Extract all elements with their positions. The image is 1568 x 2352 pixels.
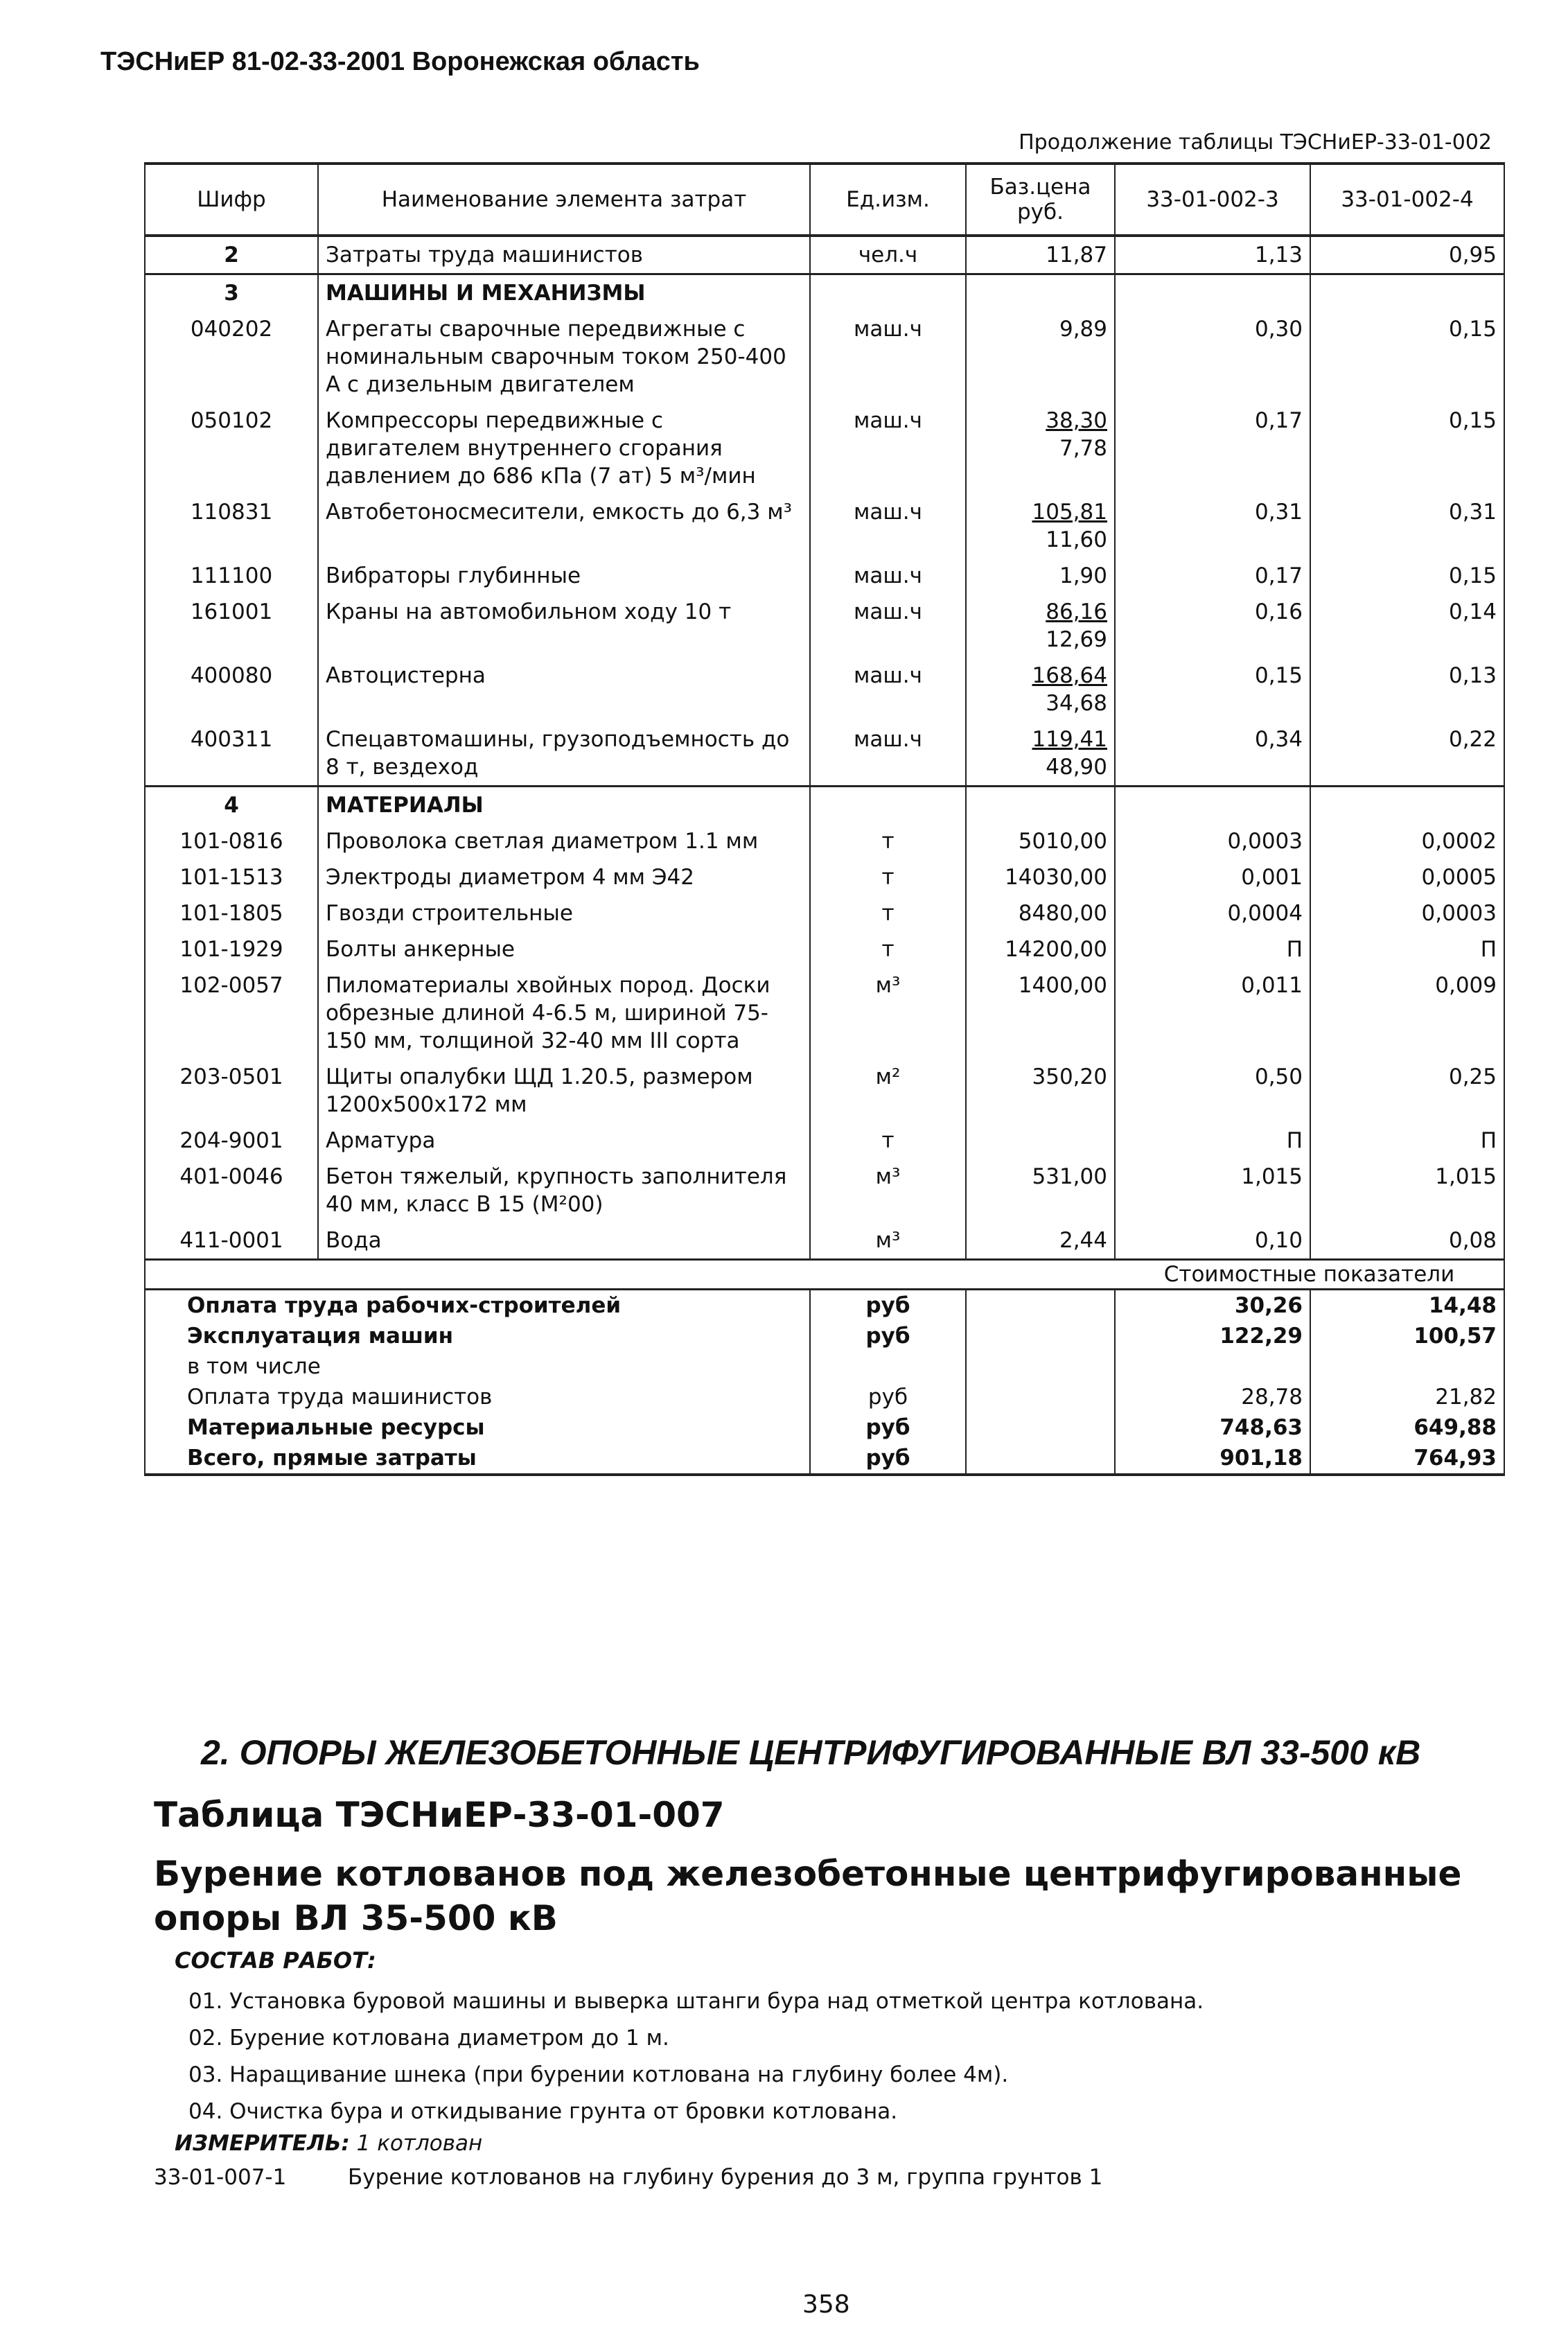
cell-v2: 0,95: [1310, 236, 1504, 274]
col-header-unit: Ед.изм.: [810, 164, 966, 236]
cell-unit: м³: [810, 1222, 966, 1260]
price-main: 1,90: [1059, 563, 1107, 588]
work-item: 01. Установка буровой машины и выверка штанги бура над отметкой центра котлована.: [188, 1989, 1204, 2014]
cell-code: 204-9001: [145, 1123, 318, 1159]
cell-name: Спецавтомашины, грузоподъемность до 8 т, вездеход: [318, 721, 810, 787]
cell-price: [966, 494, 1115, 558]
summary-v2: [1310, 1351, 1504, 1382]
summary-unit: руб: [810, 1443, 966, 1475]
summary-row: [145, 1382, 1504, 1412]
cell-unit: маш.ч: [810, 494, 966, 558]
cell-v2: П: [1310, 931, 1504, 967]
table-row: [145, 859, 1504, 895]
table-row: [145, 1159, 1504, 1222]
table-row: [145, 658, 1504, 721]
work-item: 04. Очистка бура и откидывание грунта от бровки котлована.: [188, 2099, 898, 2124]
cell-price: 11,87: [966, 236, 1115, 274]
cell-price: [966, 403, 1115, 494]
summary-v1: 30,26: [1115, 1290, 1310, 1322]
cell-code: 110831: [145, 494, 318, 558]
summary-label: Материальные ресурсы: [145, 1412, 810, 1443]
group-row-materials: [145, 787, 1504, 824]
table-row: [145, 721, 1504, 787]
cell-group-code: 3: [145, 274, 318, 312]
table-header-row: [145, 164, 1504, 236]
summary-label: Всего, прямые затраты: [145, 1443, 810, 1475]
cell-code: 2: [145, 236, 318, 274]
cell-unit: маш.ч: [810, 658, 966, 721]
cell-v1: 0,001: [1115, 859, 1310, 895]
cell-unit: маш.ч: [810, 558, 966, 594]
table-title: Таблица ТЭСНиЕР-33-01-007: [154, 1795, 725, 1835]
cell-code: 401-0046: [145, 1159, 318, 1222]
summary-label: Эксплуатация машин: [145, 1321, 810, 1351]
cell-unit: маш.ч: [810, 721, 966, 787]
table-row: [145, 931, 1504, 967]
table-row: [145, 494, 1504, 558]
cell-v2: 0,22: [1310, 721, 1504, 787]
cell-unit: маш.ч: [810, 311, 966, 403]
col-header-code: Шифр: [145, 164, 318, 236]
summary-label: Оплата труда рабочих-строителей: [145, 1290, 810, 1322]
group-row-machines: [145, 274, 1504, 312]
cell-code: 203-0501: [145, 1059, 318, 1123]
summary-v2: 100,57: [1310, 1321, 1504, 1351]
cell-price: 350,20: [966, 1059, 1115, 1123]
cell-name: Затраты труда машинистов: [318, 236, 810, 274]
table-row: [145, 1123, 1504, 1159]
price-main: 168,64: [1032, 663, 1107, 688]
cell-v1: 0,15: [1115, 658, 1310, 721]
cell-v1: 0,16: [1115, 594, 1310, 658]
cell-price: [966, 721, 1115, 787]
document-header: ТЭСНиЕР 81-02-33-2001 Воронежская область: [100, 47, 700, 76]
summary-unit: [810, 1351, 966, 1382]
table-continuation-caption: Продолжение таблицы ТЭСНиЕР-33-01-002: [1019, 130, 1492, 155]
cell-price: [966, 311, 1115, 403]
cell-code: 050102: [145, 403, 318, 494]
cell-v2: 0,14: [1310, 594, 1504, 658]
col-header-name: Наименование элемента затрат: [318, 164, 810, 236]
cell-v2: 1,015: [1310, 1159, 1504, 1222]
cell-v2: 0,009: [1310, 967, 1504, 1059]
summary-v1: 748,63: [1115, 1412, 1310, 1443]
cell-v1: 0,17: [1115, 558, 1310, 594]
cell-v1: 0,31: [1115, 494, 1310, 558]
summary-v2: 21,82: [1310, 1382, 1504, 1412]
cell-unit: м³: [810, 967, 966, 1059]
summary-unit: руб: [810, 1412, 966, 1443]
cell-group-title: МАТЕРИАЛЫ: [318, 787, 810, 824]
cell-v1: 1,015: [1115, 1159, 1310, 1222]
summary-v2: 764,93: [1310, 1443, 1504, 1475]
cell-v1: 0,17: [1115, 403, 1310, 494]
labor-row: [145, 236, 1504, 274]
cell-unit: т: [810, 823, 966, 859]
table-row: [145, 895, 1504, 931]
cell-price: 531,00: [966, 1159, 1115, 1222]
summary-unit: руб: [810, 1290, 966, 1322]
work-composition-label: СОСТАВ РАБОТ:: [175, 1947, 376, 1974]
norm-text: Бурение котлованов на глубину бурения до 3 м, группа грунтов 1: [348, 2165, 1103, 2190]
cell-unit: т: [810, 931, 966, 967]
cell-code: 101-0816: [145, 823, 318, 859]
cell-name: Гвозди строительные: [318, 895, 810, 931]
price-main: 119,41: [1032, 727, 1107, 752]
summary-v1: 122,29: [1115, 1321, 1310, 1351]
cell-v2: 0,13: [1310, 658, 1504, 721]
price-main: 38,30: [1046, 408, 1107, 433]
norm-code-line: [154, 2165, 1102, 2190]
summary-row: [145, 1321, 1504, 1351]
cell-name: Краны на автомобильном ходу 10 т: [318, 594, 810, 658]
summary-label: в том числе: [145, 1351, 810, 1382]
cell-name: Автоцистерна: [318, 658, 810, 721]
table-row: [145, 558, 1504, 594]
cell-v1: 0,50: [1115, 1059, 1310, 1123]
cell-v1: П: [1115, 931, 1310, 967]
cell-code: 161001: [145, 594, 318, 658]
cell-code: 101-1805: [145, 895, 318, 931]
cell-name: Арматура: [318, 1123, 810, 1159]
cell-name: Компрессоры передвижные с двигателем внутреннего сгорания давлением до 686 кПа (7 ат) 5 м³/мин: [318, 403, 810, 494]
cell-name: Проволока светлая диаметром 1.1 мм: [318, 823, 810, 859]
cell-price: [966, 1123, 1115, 1159]
cell-v1: 0,0004: [1115, 895, 1310, 931]
col-header-c2: 33-01-002-4: [1310, 164, 1504, 236]
cell-v2: 0,0003: [1310, 895, 1504, 931]
cell-v1: П: [1115, 1123, 1310, 1159]
cell-v1: 0,10: [1115, 1222, 1310, 1260]
norms-table: [144, 162, 1505, 1476]
cell-v1: 0,0003: [1115, 823, 1310, 859]
cell-v2: 0,15: [1310, 403, 1504, 494]
cell-price: [966, 594, 1115, 658]
price-labor: 48,90: [1046, 755, 1107, 780]
summary-v2: 649,88: [1310, 1412, 1504, 1443]
work-list: [188, 1983, 1204, 2130]
price-labor: 11,60: [1046, 527, 1107, 552]
cell-name: Вода: [318, 1222, 810, 1260]
summary-v1: 28,78: [1115, 1382, 1310, 1412]
cell-v2: 0,08: [1310, 1222, 1504, 1260]
cell-v2: 0,0002: [1310, 823, 1504, 859]
page-number: 358: [802, 2290, 850, 2319]
col-header-c1: 33-01-002-3: [1115, 164, 1310, 236]
cell-unit: т: [810, 895, 966, 931]
cell-v1: 0,30: [1115, 311, 1310, 403]
cell-name: Агрегаты сварочные передвижные с номинальным сварочным током 250-400 А с дизельным двигателем: [318, 311, 810, 403]
cost-indicators-row: [145, 1260, 1504, 1290]
summary-label: Оплата труда машинистов: [145, 1382, 810, 1412]
cell-price: 1400,00: [966, 967, 1115, 1059]
price-main: 86,16: [1046, 599, 1107, 624]
cell-code: 102-0057: [145, 967, 318, 1059]
summary-v1: 901,18: [1115, 1443, 1310, 1475]
cell-price: 5010,00: [966, 823, 1115, 859]
cell-price: 2,44: [966, 1222, 1115, 1260]
measurer: [175, 2131, 482, 2156]
cell-code: 101-1929: [145, 931, 318, 967]
cell-price: 14200,00: [966, 931, 1115, 967]
cell-name: Электроды диаметром 4 мм Э42: [318, 859, 810, 895]
cell-v2: 0,25: [1310, 1059, 1504, 1123]
cell-unit: чел.ч: [810, 236, 966, 274]
price-labor: 12,69: [1046, 627, 1107, 652]
summary-row: [145, 1412, 1504, 1443]
cell-price: [966, 558, 1115, 594]
cell-name: Вибраторы глубинные: [318, 558, 810, 594]
cell-unit: м²: [810, 1059, 966, 1123]
cell-group-title: МАШИНЫ И МЕХАНИЗМЫ: [318, 274, 810, 312]
table-row: [145, 967, 1504, 1059]
price-labor: 7,78: [1059, 436, 1107, 461]
table-row: [145, 823, 1504, 859]
table-row: [145, 1059, 1504, 1123]
cell-v2: 0,15: [1310, 311, 1504, 403]
cell-price: [966, 658, 1115, 721]
cell-v2: 0,15: [1310, 558, 1504, 594]
cell-name: Автобетоносмесители, емкость до 6,3 м³: [318, 494, 810, 558]
table-row: [145, 403, 1504, 494]
cell-code: 040202: [145, 311, 318, 403]
cell-unit: т: [810, 1123, 966, 1159]
measurer-label: ИЗМЕРИТЕЛЬ:: [175, 2131, 350, 2156]
cell-name: Бетон тяжелый, крупность заполнителя 40 мм, класс В 15 (М²00): [318, 1159, 810, 1222]
cell-v2: П: [1310, 1123, 1504, 1159]
cell-code: 400311: [145, 721, 318, 787]
section-title: 2. ОПОРЫ ЖЕЛЕЗОБЕТОННЫЕ ЦЕНТРИФУГИРОВАННЫЕ ВЛ 33-500 кВ: [201, 1733, 1421, 1772]
cell-code: 411-0001: [145, 1222, 318, 1260]
cell-code: 101-1513: [145, 859, 318, 895]
cell-name: Пиломатериалы хвойных пород. Доски обрезные длиной 4-6.5 м, шириной 75-150 мм, толщиной 32-40 мм III сорта: [318, 967, 810, 1059]
summary-unit: руб: [810, 1321, 966, 1351]
cell-price: 14030,00: [966, 859, 1115, 895]
cell-unit: маш.ч: [810, 594, 966, 658]
table-row: [145, 311, 1504, 403]
table-row: [145, 1222, 1504, 1260]
work-item: 02. Бурение котлована диаметром до 1 м.: [188, 2026, 669, 2051]
table-description: Бурение котлованов под железобетонные центрифугированные опоры ВЛ 35-500 кВ: [154, 1854, 1462, 1938]
price-labor: 34,68: [1046, 691, 1107, 716]
summary-v1: [1115, 1351, 1310, 1382]
summary-row: [145, 1443, 1504, 1475]
price-main: 105,81: [1032, 500, 1107, 525]
cell-v2: 0,31: [1310, 494, 1504, 558]
cell-v1: 1,13: [1115, 236, 1310, 274]
cell-code: 400080: [145, 658, 318, 721]
price-main: 9,89: [1059, 317, 1107, 342]
cell-group-code: 4: [145, 787, 318, 824]
cell-v2: 0,0005: [1310, 859, 1504, 895]
cell-unit: т: [810, 859, 966, 895]
cost-indicators-label: Стоимостные показатели: [1115, 1260, 1504, 1290]
norm-code: 33-01-007-1: [154, 2165, 287, 2190]
cell-price: 8480,00: [966, 895, 1115, 931]
table-row: [145, 594, 1504, 658]
cell-unit: м³: [810, 1159, 966, 1222]
summary-row: [145, 1351, 1504, 1382]
cell-v1: 0,011: [1115, 967, 1310, 1059]
summary-unit: руб: [810, 1382, 966, 1412]
col-header-price: Баз.цена руб.: [966, 164, 1115, 236]
cell-name: Болты анкерные: [318, 931, 810, 967]
cell-code: 111100: [145, 558, 318, 594]
measurer-value: 1 котлован: [356, 2131, 483, 2156]
work-item: 03. Наращивание шнека (при бурении котлована на глубину более 4м).: [188, 2062, 1009, 2087]
cell-v1: 0,34: [1115, 721, 1310, 787]
cell-name: Щиты опалубки ЩД 1.20.5, размером 1200x500x172 мм: [318, 1059, 810, 1123]
cell-unit: маш.ч: [810, 403, 966, 494]
summary-row: [145, 1290, 1504, 1322]
summary-v2: 14,48: [1310, 1290, 1504, 1322]
